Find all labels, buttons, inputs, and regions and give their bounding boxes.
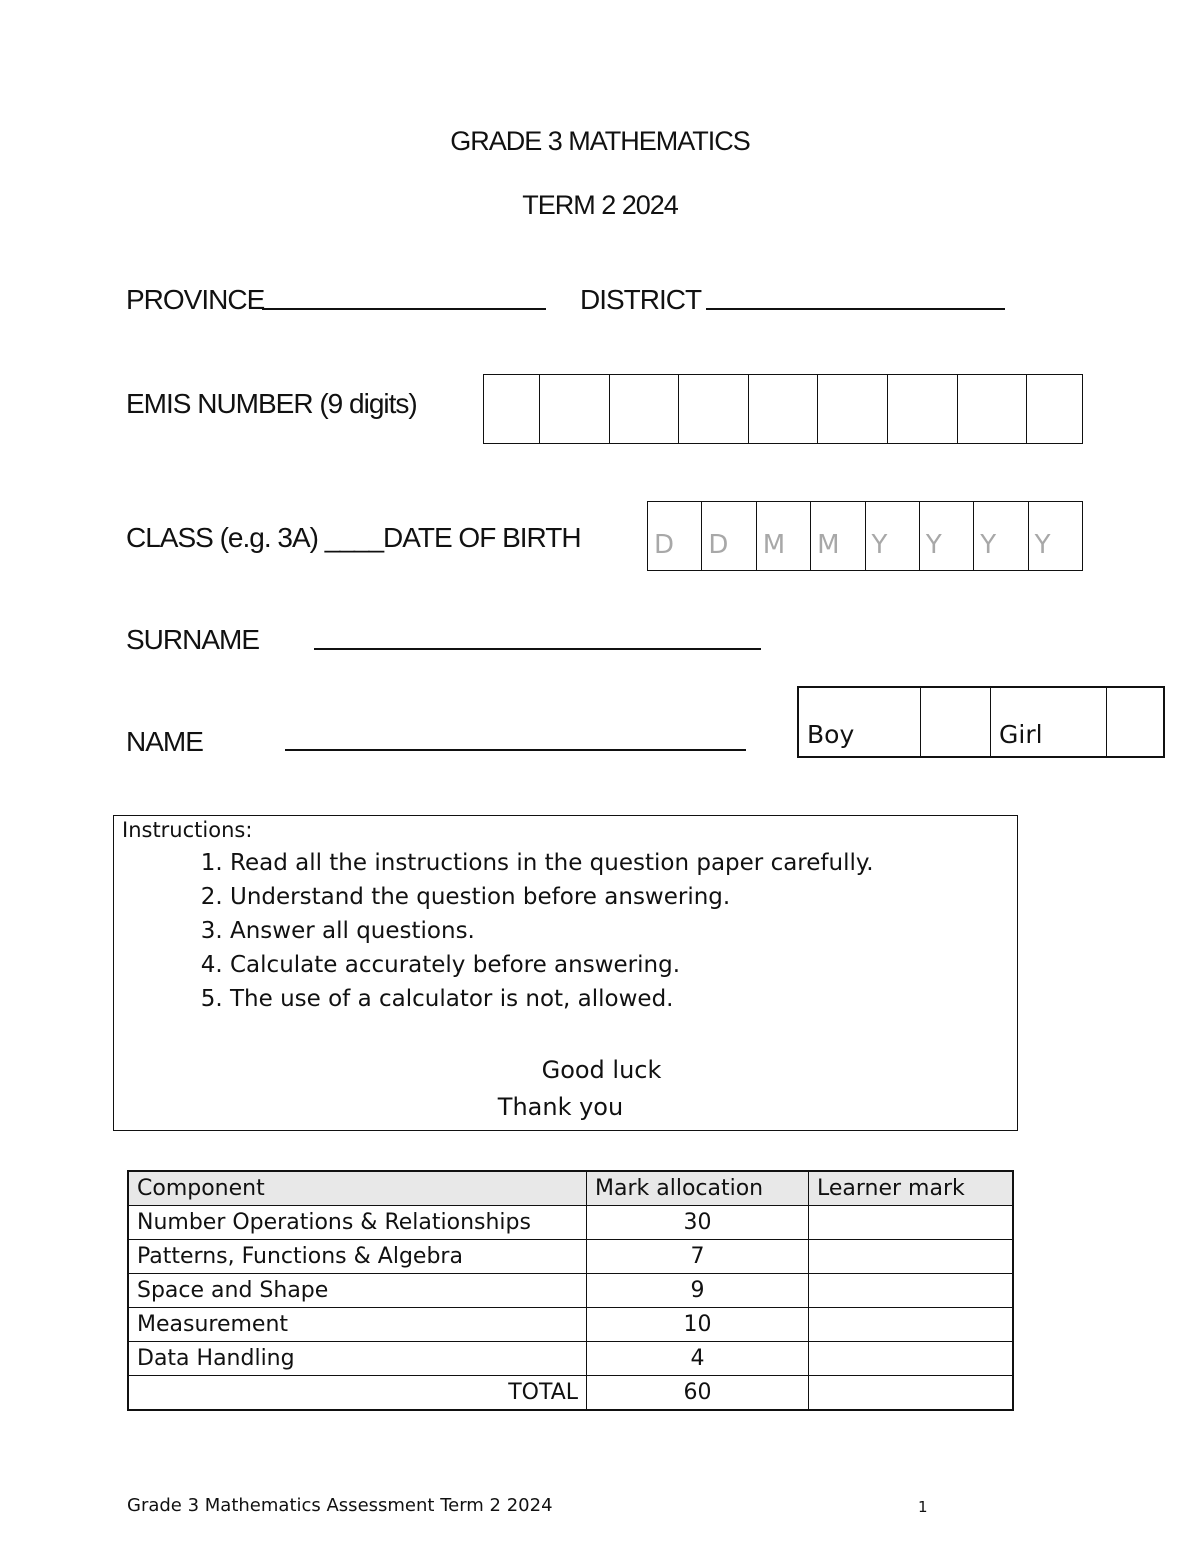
district-label: DISTRICT bbox=[580, 284, 702, 315]
mark-cell: 7 bbox=[587, 1240, 809, 1274]
emis-digit-box[interactable] bbox=[1026, 375, 1082, 443]
table-row bbox=[128, 1342, 1013, 1376]
dob-box[interactable]: Y bbox=[865, 502, 919, 570]
learner-mark-cell[interactable] bbox=[809, 1274, 1014, 1308]
boy-checkbox[interactable] bbox=[920, 688, 990, 756]
total-label: TOTAL bbox=[128, 1376, 587, 1411]
name-field[interactable] bbox=[285, 749, 746, 751]
emis-digit-box[interactable] bbox=[539, 375, 609, 443]
learner-total-cell[interactable] bbox=[809, 1376, 1014, 1411]
instruction-item: 4. Calculate accurately before answering. bbox=[230, 948, 874, 982]
emis-label: EMIS NUMBER (9 digits) bbox=[126, 388, 417, 419]
table-header-row bbox=[128, 1171, 1013, 1206]
dob-box[interactable]: M bbox=[810, 502, 864, 570]
name-label: NAME bbox=[126, 726, 203, 757]
header-mark-allocation: Mark allocation bbox=[587, 1171, 809, 1206]
table-row bbox=[128, 1308, 1013, 1342]
mark-cell: 30 bbox=[587, 1206, 809, 1240]
instructions-box bbox=[113, 815, 1018, 1131]
mark-cell: 10 bbox=[587, 1308, 809, 1342]
learner-mark-cell[interactable] bbox=[809, 1206, 1014, 1240]
class-dob-label: CLASS (e.g. 3A) ____DATE OF BIRTH bbox=[126, 522, 581, 553]
total-row bbox=[128, 1376, 1013, 1411]
term-subtitle: TERM 2 2024 bbox=[522, 190, 678, 220]
component-cell: Measurement bbox=[128, 1308, 587, 1342]
dob-boxes[interactable] bbox=[647, 501, 1083, 571]
footer-text: Grade 3 Mathematics Assessment Term 2 2024 bbox=[127, 1495, 553, 1516]
good-luck-text: Good luck bbox=[541, 1056, 662, 1084]
instructions-list bbox=[194, 846, 874, 1016]
district-field[interactable] bbox=[706, 308, 1005, 310]
emis-boxes[interactable] bbox=[483, 374, 1083, 444]
learner-mark-cell[interactable] bbox=[809, 1240, 1014, 1274]
table-row bbox=[128, 1240, 1013, 1274]
girl-checkbox[interactable] bbox=[1106, 688, 1163, 756]
dob-box[interactable]: Y bbox=[973, 502, 1027, 570]
surname-field[interactable] bbox=[314, 648, 761, 650]
dob-box[interactable]: M bbox=[756, 502, 810, 570]
component-cell: Space and Shape bbox=[128, 1274, 587, 1308]
emis-digit-box[interactable] bbox=[887, 375, 957, 443]
mark-cell: 4 bbox=[587, 1342, 809, 1376]
instructions-heading: Instructions: bbox=[122, 818, 253, 842]
province-label: PROVINCE bbox=[126, 284, 265, 315]
emis-digit-box[interactable] bbox=[484, 375, 539, 443]
component-cell: Data Handling bbox=[128, 1342, 587, 1376]
learner-mark-cell[interactable] bbox=[809, 1342, 1014, 1376]
emis-digit-box[interactable] bbox=[957, 375, 1027, 443]
dob-box[interactable]: Y bbox=[919, 502, 973, 570]
table-row bbox=[128, 1274, 1013, 1308]
thank-you-text: Thank you bbox=[497, 1093, 624, 1121]
table-row bbox=[128, 1206, 1013, 1240]
page-title: GRADE 3 MATHEMATICS bbox=[450, 126, 750, 156]
instruction-item: 3. Answer all questions. bbox=[230, 914, 874, 948]
page-number: 1 bbox=[918, 1498, 928, 1516]
dob-box[interactable]: Y bbox=[1028, 502, 1082, 570]
province-field[interactable] bbox=[262, 308, 546, 310]
boy-label: Boy bbox=[807, 720, 855, 749]
marks-table bbox=[127, 1170, 1014, 1411]
emis-digit-box[interactable] bbox=[609, 375, 679, 443]
girl-label: Girl bbox=[990, 688, 1106, 756]
header-component: Component bbox=[128, 1171, 587, 1206]
emis-digit-box[interactable] bbox=[748, 375, 818, 443]
component-cell: Number Operations & Relationships bbox=[128, 1206, 587, 1240]
instruction-item: 2. Understand the question before answering. bbox=[230, 880, 874, 914]
surname-label: SURNAME bbox=[126, 624, 260, 655]
dob-box[interactable]: D bbox=[701, 502, 755, 570]
emis-digit-box[interactable] bbox=[678, 375, 748, 443]
instruction-item: 5. The use of a calculator is not, allowed. bbox=[230, 982, 874, 1016]
header-learner-mark: Learner mark bbox=[809, 1171, 1014, 1206]
total-mark: 60 bbox=[587, 1376, 809, 1411]
component-cell: Patterns, Functions & Algebra bbox=[128, 1240, 587, 1274]
dob-box[interactable]: D bbox=[654, 530, 675, 560]
gender-table bbox=[797, 686, 1165, 758]
instruction-item: 1. Read all the instructions in the question paper carefully. bbox=[230, 846, 874, 880]
emis-digit-box[interactable] bbox=[817, 375, 887, 443]
mark-cell: 9 bbox=[587, 1274, 809, 1308]
learner-mark-cell[interactable] bbox=[809, 1308, 1014, 1342]
